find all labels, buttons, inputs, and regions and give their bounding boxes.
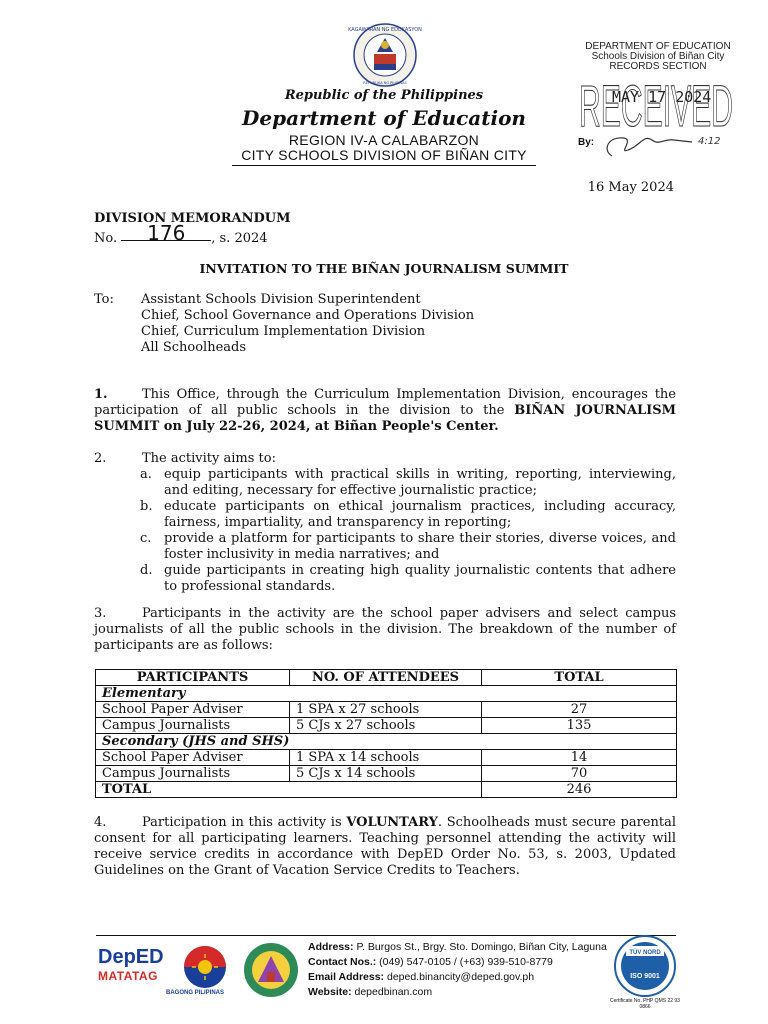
contact-value: (049) 547-0105 / (+63) 939-510-8779 — [379, 956, 553, 968]
deped-matatag-logo — [98, 946, 170, 983]
received-by-label: By: — [578, 137, 595, 148]
department-heading: Department of Education — [242, 106, 526, 130]
table-cell: School Paper Adviser — [96, 750, 290, 766]
paragraph-4-text: . Schoolheads must secure parental consent for all participating learners. Teaching personnel attending the activity will receive service credits in accordance with DepED Order No. 53, s. 2003, Updated Guidelines on the Grant of Vacation Service Credits to Teachers. — [94, 815, 676, 878]
bagong-pilipinas-logo — [174, 944, 236, 990]
footer-divider — [96, 935, 676, 936]
table-cell: 1 SPA x 27 schools — [290, 702, 482, 718]
table-category-row — [96, 686, 677, 702]
footer-contact-info — [308, 940, 607, 1000]
table-category: Secondary (JHS and SHS) — [96, 734, 677, 750]
aim-letter: c. — [140, 531, 152, 546]
participants-table — [95, 669, 677, 798]
table-row — [96, 718, 677, 734]
memo-series: , s. 2024 — [211, 231, 268, 246]
recipient-item: All Schoolheads — [141, 340, 247, 355]
table-row — [96, 750, 677, 766]
aim-item — [94, 563, 676, 595]
paragraph-3-number: 3. — [94, 606, 107, 621]
received-word: RECEIVED — [579, 74, 733, 139]
stamp-line-2: Schools Division of Biñan City — [591, 51, 725, 62]
address-label: Address: — [308, 941, 354, 953]
stamp-line-1: DEPARTMENT OF EDUCATION — [585, 41, 731, 52]
aim-letter: a. — [140, 467, 152, 482]
received-stamp-header — [578, 42, 738, 72]
matatag-logo-text: MATATAG — [98, 969, 158, 983]
aim-item — [94, 499, 676, 531]
address-value: P. Burgos St., Brgy. Sto. Domingo, Biñan City, Laguna — [356, 941, 607, 953]
table-category-row — [96, 734, 677, 750]
aim-text: guide participants in creating high quality journalistic contents that adhere to professional standards. — [164, 563, 676, 594]
aim-text: equip participants with practical skills in writing, reporting, interviewing, and editing, necessary for effective journalistic practice; — [164, 467, 676, 498]
received-signature — [594, 128, 734, 162]
memo-no-label: No. — [94, 231, 118, 246]
deped-seal-logo — [348, 22, 422, 88]
seal-subtext: REPUBLIKA NG PILIPINAS — [363, 81, 407, 85]
tuv-text: TÜV NORD — [629, 950, 661, 956]
table-cell: 27 — [482, 702, 677, 718]
paragraph-1-text: This Office, through the Curriculum Implementation Division, encourages the participation of all public schools in the division to the — [94, 387, 676, 418]
republic-heading: Republic of the Philippines — [284, 88, 484, 103]
table-cell: 135 — [482, 718, 677, 734]
paragraph-4-bold: VOLUNTARY — [346, 815, 438, 830]
paragraph-3 — [94, 606, 676, 654]
paragraph-4-number: 4. — [94, 815, 107, 830]
seal-text: KAGAWARAN NG EDUKASYON — [348, 27, 422, 33]
table-cell: Campus Journalists — [96, 766, 290, 782]
table-header-row — [96, 670, 677, 686]
paragraph-1-bold: BIÑAN JOURNALISM SUMMIT on July 22-26, 2024, at Biñan People's Center. — [94, 403, 676, 434]
recipient-list — [141, 292, 474, 356]
email-value[interactable]: deped.binancity@deped.gov.ph — [386, 971, 535, 983]
table-row — [96, 702, 677, 718]
paragraph-4 — [94, 815, 676, 879]
division-heading: CITY SCHOOLS DIVISION OF BIÑAN CITY — [241, 147, 527, 163]
deped-logo-text: DepED — [98, 946, 164, 968]
division-logo — [240, 940, 302, 1000]
recipient-item: Chief, School Governance and Operations Division — [141, 308, 475, 323]
table-total-row — [96, 782, 677, 798]
aim-text: educate participants on ethical journalism practices, including accuracy, fairness, impartiality, and transparency in reporting; — [164, 499, 676, 530]
table-total-label: TOTAL — [96, 782, 482, 798]
aim-item — [94, 467, 676, 499]
stamp-line-3: RECORDS SECTION — [609, 61, 707, 72]
region-heading: REGION IV-A CALABARZON — [288, 132, 480, 148]
paragraph-3-text: Participants in the activity are the school paper advisers and select campus journalists of all the public schools in the division. The breakdown of the number of participants are as follows: — [94, 606, 676, 653]
table-cell: Campus Journalists — [96, 718, 290, 734]
website-label: Website: — [308, 986, 352, 998]
paragraph-2-text: The activity aims to: — [142, 451, 276, 466]
iso-text: ISO 9001 — [630, 973, 660, 980]
paragraph-2-number: 2. — [94, 451, 107, 466]
table-header: NO. OF ATTENDEES — [290, 670, 482, 686]
table-cell: 1 SPA x 14 schools — [290, 750, 482, 766]
memo-type: DIVISION MEMORANDUM — [94, 211, 291, 226]
table-header: PARTICIPANTS — [96, 670, 290, 686]
paragraph-2 — [94, 451, 676, 595]
aim-letter: b. — [140, 499, 153, 514]
tuv-iso-badge — [612, 934, 678, 998]
aim-letter: d. — [140, 563, 153, 578]
table-cell: 5 CJs x 27 schools — [290, 718, 482, 734]
recipient-item: Assistant Schools Division Superintendent — [141, 292, 421, 307]
aim-text: provide a platform for participants to share their stories, diverse voices, and foster inclusivity in media narratives; and — [164, 531, 676, 562]
table-cell: School Paper Adviser — [96, 702, 290, 718]
recipient-item: Chief, Curriculum Implementation Division — [141, 324, 426, 339]
table-row — [96, 766, 677, 782]
received-date: MAY 17 2024 — [612, 88, 712, 106]
table-cell: 5 CJs x 14 schools — [290, 766, 482, 782]
bagong-pilipinas-text: BAGONG PILIPINAS — [166, 990, 225, 996]
paragraph-1-number: 1. — [94, 387, 108, 402]
header-divider — [232, 165, 536, 166]
to-label: To: — [94, 292, 114, 307]
signature-time: 4:12 — [698, 136, 721, 147]
certificate-number: Certificate No. PHP QMS 22 93 0866 — [610, 998, 680, 1010]
memo-number — [94, 221, 268, 246]
memo-title: INVITATION TO THE BIÑAN JOURNALISM SUMMIT — [199, 261, 569, 276]
table-cell: 14 — [482, 750, 677, 766]
table-header: TOTAL — [482, 670, 677, 686]
memo-no-value: 176 — [121, 226, 211, 241]
table-category: Elementary — [96, 686, 677, 702]
memo-date: 16 May 2024 — [587, 180, 674, 195]
table-cell: 70 — [482, 766, 677, 782]
paragraph-4-text: Participation in this activity is — [142, 815, 347, 830]
table-total-value: 246 — [482, 782, 677, 798]
email-label: Email Address: — [308, 971, 385, 983]
contact-label: Contact Nos.: — [308, 956, 377, 968]
paragraph-1 — [94, 387, 676, 435]
website-value[interactable]: depedbinan.com — [354, 986, 433, 998]
aim-item — [94, 531, 676, 563]
